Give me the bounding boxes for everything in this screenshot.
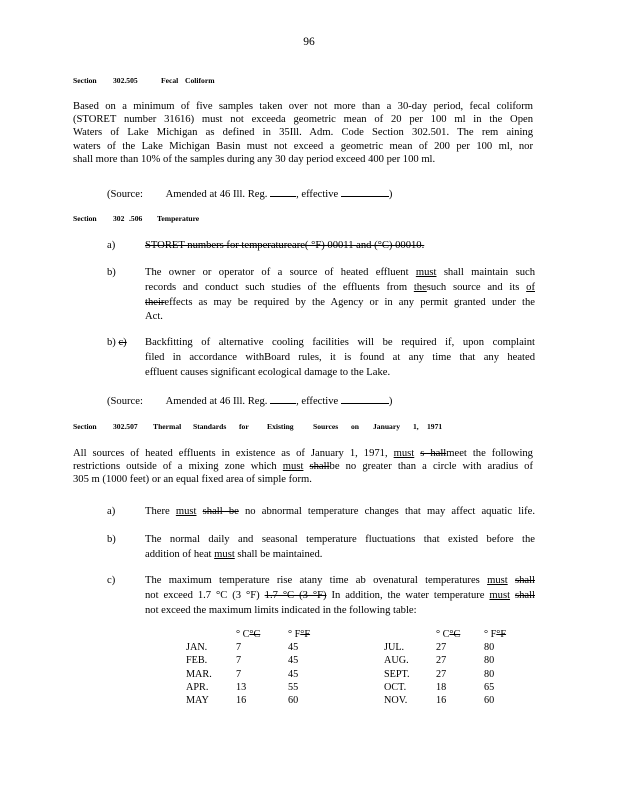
- header-celsius: ° C°C: [436, 629, 461, 640]
- header-fahrenheit: ° F°F: [288, 629, 311, 640]
- blank-line: [270, 393, 296, 404]
- item-line: theireffects as may be required by the Agency or in any permit granted under the: [145, 296, 535, 308]
- section-302-505-heading: [73, 76, 215, 85]
- source-label: (Source:: [107, 189, 143, 200]
- table-row: [186, 694, 514, 707]
- item-507-b: [107, 533, 535, 563]
- celsius-cell: 7: [236, 655, 242, 667]
- item-label: b): [107, 534, 116, 545]
- heading-word: on: [351, 422, 360, 431]
- source-note: [107, 393, 392, 407]
- section-302-507-body: [73, 447, 533, 487]
- body-line: restrictions outside of a mixing zone which must shallbe no greater than a circle with aradius of: [73, 461, 534, 473]
- month-cell: FEB.: [186, 655, 208, 667]
- heading-word: 302.505: [113, 76, 138, 85]
- item-label: a): [107, 506, 116, 517]
- body-line: All sources of heated effluents in existence as of January 1, 1971, must s hallmeet the following: [73, 448, 533, 459]
- item-506-a: [107, 239, 535, 254]
- blank-line: [341, 186, 389, 197]
- heading-word: 1971: [427, 422, 443, 431]
- celsius-cell: 16: [436, 695, 447, 707]
- celsius-cell: 16: [236, 695, 247, 707]
- heading-word: January: [373, 422, 401, 431]
- blank-line: [341, 393, 389, 404]
- section-302-507-heading: [73, 422, 442, 431]
- item-507-c: [107, 574, 535, 619]
- month-cell: APR.: [186, 681, 209, 693]
- heading-word: Standards: [193, 422, 227, 431]
- month-cell: MAY: [186, 695, 209, 707]
- page-number: 96: [303, 36, 315, 48]
- fahrenheit-cell: 65: [484, 681, 495, 693]
- heading-word: 302: [113, 214, 125, 223]
- celsius-cell: 7: [236, 668, 242, 680]
- body-line: 305 m (1000 feet) or an equal fixed area of simple form.: [73, 474, 312, 486]
- item-label: a): [107, 240, 116, 251]
- celsius-cell: 27: [436, 642, 447, 654]
- item-line: effluent causes significant ecological damage to the Lake.: [145, 366, 391, 378]
- fahrenheit-cell: 80: [484, 668, 495, 680]
- blank-line: [270, 186, 296, 197]
- source-note: [107, 186, 392, 200]
- source-amended: Amended at 46 Ill. Reg.: [165, 189, 268, 200]
- table-row: [186, 668, 514, 681]
- heading-word: Section: [73, 76, 97, 85]
- section-302-506-heading: [73, 214, 199, 223]
- source-effective: , effective: [296, 396, 339, 407]
- source-label: (Source:: [107, 396, 143, 407]
- fahrenheit-cell: 45: [288, 655, 299, 667]
- heading-word: 1,: [413, 422, 419, 431]
- item-label: b) c): [107, 337, 127, 348]
- body-line: waters of the Lake Michigan Basin must not exceed a geometric mean of 200 per 100 ml, nor: [73, 140, 533, 152]
- item-506-c: [107, 336, 535, 381]
- temperature-table: [186, 628, 514, 707]
- item-507-a: [107, 505, 535, 520]
- source-close: ): [388, 396, 393, 407]
- body-line: (STORET number 31616) must not exceeda geometric mean of 20 per 100 ml in the Open: [73, 114, 533, 126]
- item-line: There must shall be no abnormal temperature changes that may affect aquatic life.: [145, 506, 535, 517]
- month-cell: SEPT.: [384, 668, 410, 680]
- heading-word: 302.507: [113, 422, 138, 431]
- celsius-cell: 13: [236, 681, 247, 693]
- item-line: filed in accordance withBoard rules, it is found at any time that any heated: [145, 351, 535, 363]
- item-line: Act.: [145, 311, 163, 323]
- month-cell: NOV.: [384, 695, 408, 707]
- month-cell: OCT.: [384, 681, 407, 693]
- heading-word: for: [239, 422, 249, 431]
- fahrenheit-cell: 45: [288, 668, 299, 680]
- header-celsius: ° C°C: [236, 629, 261, 640]
- source-amended: Amended at 46 Ill. Reg.: [165, 396, 268, 407]
- item-line: The normal daily and seasonal temperature fluctuations that existed before the: [145, 534, 535, 545]
- heading-word: Temperature: [157, 214, 200, 223]
- heading-word: Coliform: [185, 76, 215, 85]
- item-line: The maximum temperature rise atany time ab ovenatural temperatures must shall: [145, 575, 535, 586]
- month-cell: AUG.: [384, 655, 409, 667]
- body-line: Based on a minimum of five samples taken over not more than a 30-day period, fecal coliform: [73, 101, 533, 112]
- body-line: Waters of Lake Michigan as defined in 35Ill. Adm. Code Section 302.501. The rem aining: [73, 127, 533, 139]
- item-line: The owner or operator of a source of heated effluent must shall maintain such: [145, 267, 535, 278]
- fahrenheit-cell: 55: [288, 681, 299, 693]
- item-line: not exceed 1.7 °C (3 °F) 1.7 °C (3 °F) In addition, the water temperature must shall: [145, 589, 535, 601]
- struck-text: STORET numbers for temperatureare( °F) 00011 and (°C) 00010.: [145, 240, 425, 251]
- fahrenheit-cell: 80: [484, 642, 495, 654]
- heading-word: Fecal: [161, 76, 179, 85]
- table-row: [186, 654, 514, 667]
- heading-word: Section: [73, 214, 97, 223]
- celsius-cell: 7: [236, 642, 242, 654]
- item-line: records and conduct such studies of the effluents from thesuch source and its of: [145, 281, 535, 293]
- body-line: shall more than 10% of the samples during any 30 day period exceed 400 per 100 ml.: [73, 153, 436, 165]
- table-header-row: [186, 628, 514, 641]
- item-line: addition of heat must shall be maintained.: [145, 548, 323, 560]
- heading-word: .506: [129, 214, 143, 223]
- item-line: Backfitting of alternative cooling facilities will be required if, upon complaint: [145, 337, 535, 348]
- heading-word: Section: [73, 422, 97, 431]
- month-cell: JUL.: [384, 642, 405, 654]
- heading-word: Sources: [313, 422, 339, 431]
- heading-word: Existing: [267, 422, 294, 431]
- celsius-cell: 27: [436, 655, 447, 667]
- source-effective: , effective: [296, 189, 339, 200]
- celsius-cell: 27: [436, 668, 447, 680]
- celsius-cell: 18: [436, 681, 447, 693]
- month-cell: MAR.: [186, 668, 212, 680]
- fahrenheit-cell: 80: [484, 655, 495, 667]
- month-cell: JAN.: [186, 642, 208, 654]
- item-label: c): [107, 575, 116, 586]
- heading-word: Thermal: [153, 422, 182, 431]
- source-close: ): [388, 189, 393, 200]
- section-302-505-body: [73, 100, 533, 166]
- item-label: b): [107, 267, 116, 278]
- fahrenheit-cell: 60: [288, 695, 299, 707]
- table-row: [186, 681, 514, 694]
- item-line: not exceed the maximum limits indicated in the following table:: [145, 604, 417, 616]
- header-fahrenheit: ° F°F: [484, 629, 507, 640]
- item-506-b: [107, 266, 535, 326]
- fahrenheit-cell: 60: [484, 695, 495, 707]
- table-row: [186, 641, 514, 654]
- fahrenheit-cell: 45: [288, 642, 299, 654]
